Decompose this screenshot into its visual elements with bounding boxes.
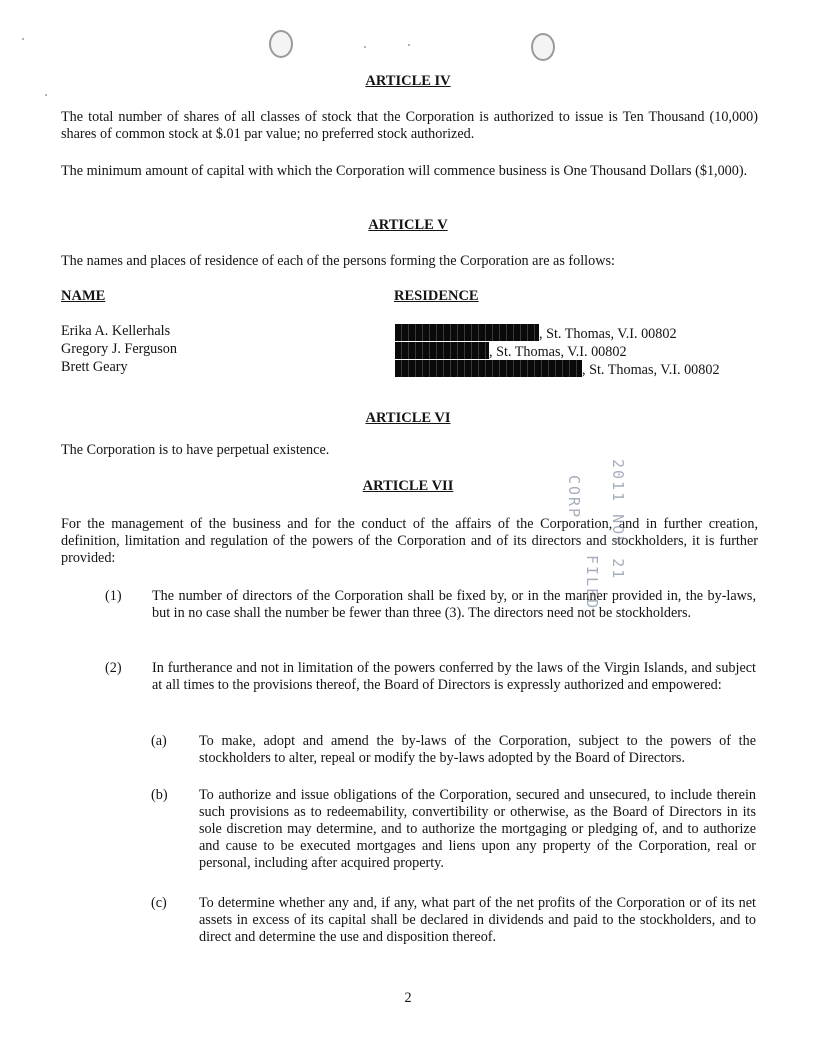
stamp-filed: FILED (583, 555, 601, 611)
scan-speck (408, 44, 410, 46)
person-name: Gregory J. Ferguson (61, 341, 177, 357)
subitem-letter: (c) (151, 895, 167, 911)
article-7-item-1: The number of directors of the Corporation shall be fixed by, or in the manner provided in, the by-laws, but in no case shall the number be fewer than three (3). The directors need not be stockholders. (152, 588, 756, 621)
article-5-heading: ARTICLE V (368, 217, 448, 233)
scan-speck (45, 94, 47, 96)
article-7-subitem-b: To authorize and issue obligations of the Corporation, secured and unsecured, to include therein such provisions as to redeemability, convertibility or otherwise, as the Board of Directors in its sole discretion may determine, and to authorize the mortgaging or pledging of, and to authorize and cause to be executed mortgages and liens upon any property of the Corporation, real or personal, including after acquired property. (199, 787, 756, 871)
subitem-letter: (b) (151, 787, 168, 803)
item-number: (2) (105, 660, 122, 676)
article-7-heading: ARTICLE VII (362, 478, 454, 494)
person-residence: , St. Thomas, V.I. 00802 (539, 326, 677, 342)
article-6-heading: ARTICLE VI (365, 410, 451, 426)
redacted-address (395, 324, 539, 341)
punch-hole-left (269, 30, 293, 58)
article-6-text: The Corporation is to have perpetual existence. (61, 442, 330, 458)
page-number: 2 (404, 990, 412, 1006)
redacted-address (395, 342, 489, 359)
article-7-intro: For the management of the business and for the conduct of the affairs of the Corporation, and in further creation, definition, limitation and regulation of the powers of the Corporation and of its directors and stockholders, it is further provided: (61, 516, 758, 566)
redacted-address (395, 360, 582, 377)
stamp-date: 2011 NOV 21 (609, 459, 627, 581)
article-7-subitem-a: To make, adopt and amend the by-laws of the Corporation, subject to the powers of the stockholders to alter, repeal or modify the by-laws adopted by the Board of Directors. (199, 733, 756, 766)
article-7-item-2: In furtherance and not in limitation of the powers conferred by the laws of the Virgin Islands, and subject at all times to the provisions thereof, the Board of Directors is expressly authorized and empowered: (152, 660, 756, 693)
scan-speck (22, 38, 24, 40)
article-4-heading: ARTICLE IV (365, 73, 451, 89)
scan-speck (364, 46, 366, 48)
article-5-intro: The names and places of residence of each of the persons forming the Corporation are as follows: (61, 253, 615, 269)
person-name: Brett Geary (61, 359, 128, 375)
article-7-subitem-c: To determine whether any and, if any, what part of the net profits of the Corporation or of its net assets in excess of its capital shall be declared in dividends and paid to the stockholders, and to direct and determine the use and disposition thereof. (199, 895, 756, 945)
subitem-letter: (a) (151, 733, 167, 749)
article-4-paragraph-2: The minimum amount of capital with which the Corporation will commence business is One Thousand Dollars ($1,000). (61, 163, 748, 179)
item-number: (1) (105, 588, 122, 604)
filing-stamp (560, 455, 640, 645)
person-residence: , St. Thomas, V.I. 00802 (582, 362, 720, 378)
person-name: Erika A. Kellerhals (61, 323, 171, 339)
stamp-corp: CORP (565, 475, 583, 520)
residence-column-header: RESIDENCE (394, 288, 479, 304)
person-residence: , St. Thomas, V.I. 00802 (489, 344, 627, 360)
article-4-paragraph-1: The total number of shares of all classes of stock that the Corporation is authorized to issue is Ten Thousand (10,000) shares of common stock at $.01 par value; no preferred stock authorized. (61, 109, 758, 142)
punch-hole-right (531, 33, 555, 61)
name-column-header: NAME (61, 288, 106, 304)
